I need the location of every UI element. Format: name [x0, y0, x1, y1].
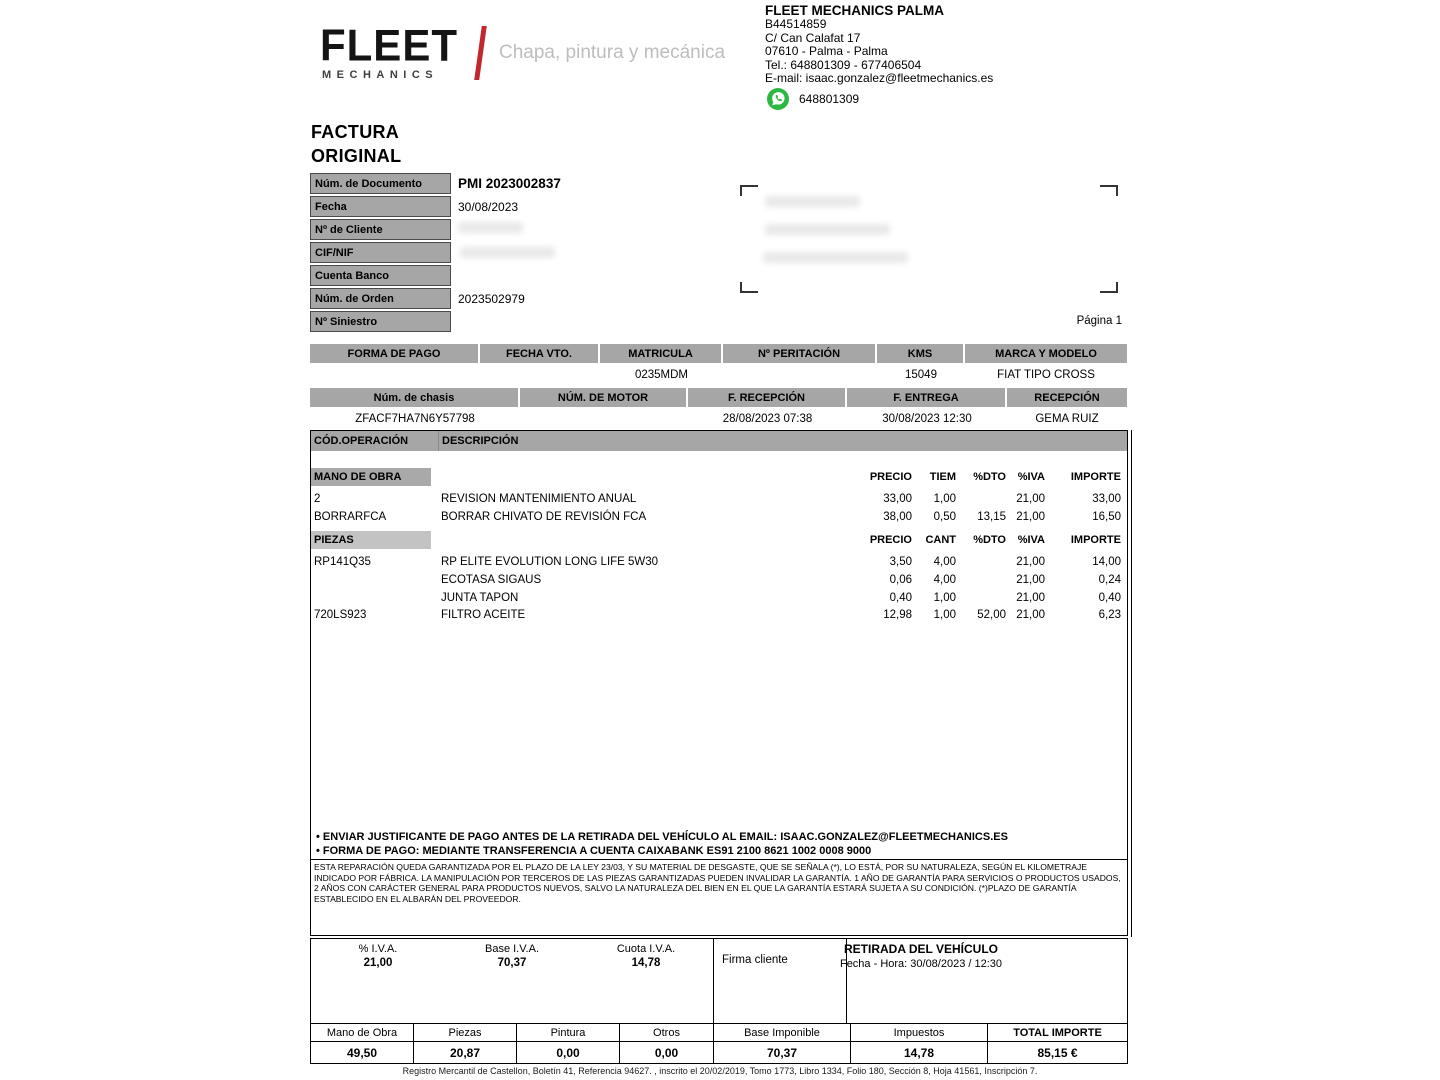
value-peritacion	[723, 363, 877, 381]
part-description: RP ELITE EVOLUTION LONG LIFE 5W30	[441, 556, 659, 569]
logo-wordmark	[320, 20, 458, 81]
value-chasis: ZFACF7HA7N6Y57798	[355, 413, 475, 425]
totals-header-total-importe: TOTAL IMPORTE	[988, 1024, 1127, 1042]
operation-row	[311, 490, 1127, 508]
part-importe: 0,40	[1098, 591, 1121, 604]
vehicle-detail-table	[310, 388, 1127, 425]
retirada-title: RETIRADA DEL VEHÍCULO	[843, 942, 998, 956]
base-iva-col	[445, 939, 579, 1023]
header-peritacion: Nº PERITACIÓN	[723, 344, 877, 363]
part-row	[311, 606, 1127, 624]
redacted-text	[458, 222, 523, 233]
page-number: Página 1	[1076, 315, 1122, 327]
operations-header	[311, 431, 1127, 451]
company-info	[765, 4, 993, 85]
whatsapp-contact	[767, 88, 859, 110]
part-description: ECOTASA SIGAUS	[441, 573, 542, 586]
value-matricula: 0235MDM	[634, 369, 689, 381]
doc-info-label: Núm. de Documento	[310, 173, 451, 194]
doc-info-label: Cuenta Banco	[310, 265, 451, 286]
operation-code: 2	[314, 492, 321, 505]
whatsapp-number: 648801309	[799, 92, 860, 106]
part-importe: 6,23	[1098, 609, 1121, 622]
doc-info-label: Nº Siniestro	[310, 311, 451, 332]
part-iva: 21,00	[1016, 609, 1045, 622]
header-marca-modelo: MARCA Y MODELO	[965, 344, 1127, 363]
part-dto: 52,00	[977, 609, 1006, 622]
col-precio: PRECIO	[869, 534, 912, 547]
cuota-iva-col	[579, 939, 713, 1023]
part-description: JUNTA TAPON	[441, 591, 519, 604]
doc-info-row	[310, 218, 561, 241]
redacted-text	[765, 224, 890, 235]
header-recepcion-fecha: F. RECEPCIÓN	[688, 388, 847, 407]
retirada-fecha-hora: Fecha - Hora: 30/08/2023 / 12:30	[839, 958, 1003, 970]
logo-mechanics-text: MECHANICS	[322, 68, 439, 81]
header-forma-de-pago: FORMA DE PAGO	[310, 344, 480, 363]
totals-value-otros: 0,00	[620, 1042, 714, 1063]
vehicle-table1-values	[310, 363, 1127, 381]
operation-description: REVISION MANTENIMIENTO ANUAL	[441, 492, 637, 505]
redacted-text	[763, 252, 908, 263]
totals-value-base-imponible: 70,37	[714, 1042, 851, 1063]
operation-code: BORRARFCA	[314, 510, 387, 523]
header-descripcion: DESCRIPCIÓN	[442, 435, 519, 447]
part-qty: 4,00	[933, 573, 956, 586]
firma-cliente-label: Firma cliente	[722, 954, 788, 966]
totals-header-otros: Otros	[620, 1024, 714, 1042]
totals-header-row	[311, 1024, 1127, 1042]
totals-header-mano-de-obra: Mano de Obra	[311, 1024, 414, 1042]
part-importe: 0,24	[1098, 573, 1121, 586]
header-entrega: F. ENTREGA	[847, 388, 1007, 407]
totals-value-mano-de-obra: 49,50	[311, 1042, 414, 1063]
retirada-block	[714, 942, 1128, 970]
company-email: E-mail: isaac.gonzalez@fleetmechanics.es	[765, 71, 994, 86]
totals-value-row	[311, 1042, 1127, 1063]
document-title-line2: ORIGINAL	[311, 146, 402, 166]
cuota-iva-value: 14,78	[631, 957, 661, 969]
part-qty: 4,00	[933, 556, 956, 569]
operation-importe: 16,50	[1092, 510, 1121, 523]
value-recepcion-fecha: 28/08/2023 07:38	[722, 413, 813, 425]
col-tiem: TIEM	[929, 471, 956, 483]
doc-info-label: Fecha	[310, 196, 451, 217]
totals-value-total-importe: 85,15 €	[1037, 1046, 1078, 1060]
payment-note: • FORMA DE PAGO: MEDIANTE TRANSFERENCIA A CUENTA CAIXABANK ES91 2100 8621 1002 0008 9000	[316, 845, 872, 857]
base-iva-label: Base I.V.A.	[484, 943, 540, 955]
iva-percent-label: % I.V.A.	[358, 943, 398, 955]
document-title	[311, 120, 401, 168]
totals-value-impuestos: 14,78	[851, 1042, 988, 1063]
registry-footer-text: Registro Mercantil de Castellon, Boletín 41, Referencia 94627. , inscrito el 20/02/2019, Tomo 1773, Libro 1334, Folio 180, Sección 8, Hoja 41561, Inscripción 7.	[402, 1066, 1038, 1076]
doc-info-label: Núm. de Orden	[310, 288, 451, 309]
col-dto: %DTO	[973, 534, 1006, 547]
operation-iva: 21,00	[1016, 492, 1045, 505]
value-fecha-vto	[480, 363, 600, 381]
doc-info-row	[310, 195, 561, 218]
col-dto: %DTO	[973, 471, 1006, 483]
warranty-legal-text: ESTA REPARACIÓN QUEDA GARANTIZADA POR EL PLAZO DE LA LEY 23/03, Y SU MATERIAL DE DESGASTE, QUE SE SEÑALA (*), LO ESTÁ, POR SU NATURALEZA, SEGÚN EL KILOMETRAJE INDICADO POR FÁBRICA. LA MANIPULACIÓN POR TERCEROS DE LAS PIEZAS GARANTIZADAS PUEDEN INVALIDAR LA GARANTÍA. 1 AÑO DE GARANTÍA PARA SERVICIOS O PRODUCTOS USADOS, 2 AÑOS CON CARÁCTER GENERAL PARA PRODUCTOS NUEVOS, SALVO LA NATURALEZA DEL BIEN EN EL QUE LA GARANTÍA ESTARÁ SUJETA A SU CONDICIÓN. (*)PLAZO DE GARANTÍA ESTABLECIDO EN EL ALBARÁN DEL PROVEEDOR.	[311, 859, 1127, 904]
col-precio: PRECIO	[869, 471, 912, 483]
operation-description: BORRAR CHIVATO DE REVISIÓN FCA	[441, 510, 647, 523]
part-iva: 21,00	[1016, 556, 1045, 569]
operation-qty: 1,00	[933, 492, 956, 505]
operation-iva: 21,00	[1016, 510, 1045, 523]
section-label: PIEZAS	[311, 531, 431, 549]
doc-info-row	[310, 172, 561, 195]
iva-percent-value: 21,00	[363, 957, 393, 969]
part-iva: 21,00	[1016, 573, 1045, 586]
header-cod-operacion: CÓD.OPERACIÓN	[311, 431, 439, 451]
payment-notes	[316, 830, 1121, 858]
col-cant: CANT	[925, 534, 956, 547]
doc-info-label: Nº de Cliente	[310, 219, 451, 240]
tax-summary-box	[310, 938, 1128, 1024]
doc-info-row	[310, 310, 561, 333]
base-iva-value: 70,37	[497, 957, 527, 969]
logo-fleet-text: FLEET	[320, 20, 458, 71]
totals-table	[310, 1023, 1128, 1064]
operation-importe: 33,00	[1092, 492, 1121, 505]
section-mano-de-obra	[311, 468, 1127, 486]
part-precio: 0,06	[889, 573, 912, 586]
totals-value-pintura: 0,00	[517, 1042, 620, 1063]
operation-qty: 0,50	[933, 510, 956, 523]
vehicle-table1-header	[310, 344, 1127, 363]
doc-info-row	[310, 287, 561, 310]
operation-row	[311, 508, 1127, 526]
value-recepcion: GEMA RUIZ	[1035, 413, 1099, 425]
doc-info-label: CIF/NIF	[310, 242, 451, 263]
part-code: RP141Q35	[314, 556, 371, 569]
totals-header-base-imponible: Base Imponible	[714, 1024, 851, 1042]
col-importe: IMPORTE	[1070, 471, 1121, 483]
part-description: FILTRO ACEITE	[441, 609, 526, 622]
company-cif: B44514859	[765, 17, 827, 32]
part-precio: 3,50	[889, 556, 912, 569]
part-row	[311, 589, 1127, 607]
section-label: MANO DE OBRA	[311, 468, 431, 486]
company-name: FLEET MECHANICS PALMA	[765, 3, 944, 18]
header-fecha-vto: FECHA VTO.	[480, 344, 600, 363]
document-date: 30/08/2023	[458, 199, 519, 214]
part-importe: 14,00	[1092, 556, 1121, 569]
operations-box-outer-line	[1131, 430, 1132, 937]
document-title-line1: FACTURA	[311, 122, 400, 142]
redacted-text	[460, 247, 555, 258]
company-address-line1: C/ Can Calafat 17	[765, 30, 861, 45]
part-qty: 1,00	[933, 591, 956, 604]
corner-mark-bottom-right	[1100, 282, 1118, 293]
part-row	[311, 571, 1127, 589]
operation-precio: 38,00	[883, 510, 912, 523]
corner-mark-top-left	[740, 185, 758, 196]
header-recepcion: RECEPCIÓN	[1007, 388, 1127, 407]
vehicle-table2-header	[310, 388, 1127, 407]
col-importe: IMPORTE	[1070, 534, 1121, 547]
value-motor	[520, 407, 688, 425]
redacted-text	[765, 196, 860, 207]
whatsapp-icon	[767, 88, 789, 110]
totals-header-impuestos: Impuestos	[851, 1024, 988, 1042]
payment-note: • ENVIAR JUSTIFICANTE DE PAGO ANTES DE LA RETIRADA DEL VEHÍCULO AL EMAIL: ISAAC.GONZALEZ@FLEETMECHANICS.ES	[316, 831, 1008, 843]
section-piezas	[311, 531, 1127, 549]
header-motor: NÚM. DE MOTOR	[520, 388, 688, 407]
value-marca-modelo: FIAT TIPO CROSS	[997, 369, 1095, 381]
company-phone: Tel.: 648801309 - 677406504	[765, 57, 922, 72]
part-row	[311, 553, 1127, 571]
operations-box	[310, 430, 1128, 936]
corner-mark-bottom-left	[740, 282, 758, 293]
doc-info-row	[310, 264, 561, 287]
vehicle-payment-table	[310, 344, 1127, 381]
document-number: PMI 2023002837	[458, 176, 561, 191]
header-matricula: MATRICULA	[600, 344, 723, 363]
part-iva: 21,00	[1016, 591, 1045, 604]
vehicle-table2-values	[310, 407, 1127, 425]
company-address-line2: 07610 - Palma - Palma	[765, 44, 888, 59]
corner-mark-top-right	[1100, 185, 1118, 196]
header-kms: KMS	[877, 344, 965, 363]
col-iva: %IVA	[1017, 471, 1045, 483]
company-logo	[320, 20, 726, 81]
value-kms: 15049	[905, 369, 937, 381]
iva-summary	[311, 939, 714, 1023]
totals-header-pintura: Pintura	[517, 1024, 620, 1042]
totals-header-piezas: Piezas	[414, 1024, 517, 1042]
logo-tagline: Chapa, pintura y mecánica	[499, 42, 726, 64]
operation-precio: 33,00	[883, 492, 912, 505]
part-qty: 1,00	[933, 609, 956, 622]
part-code: 720LS923	[314, 609, 367, 622]
operation-dto: 13,15	[977, 510, 1006, 523]
value-forma-de-pago	[310, 363, 480, 381]
iva-percent-col	[311, 939, 445, 1023]
cuota-iva-label: Cuota I.V.A.	[616, 943, 676, 955]
totals-value-piezas: 20,87	[414, 1042, 517, 1063]
value-entrega: 30/08/2023 12:30	[882, 413, 972, 425]
logo-red-bar	[474, 26, 487, 80]
part-precio: 12,98	[883, 609, 912, 622]
order-number: 2023502979	[458, 291, 525, 306]
part-precio: 0,40	[889, 591, 912, 604]
col-iva: %IVA	[1017, 534, 1045, 547]
header-chasis: Núm. de chasis	[310, 388, 520, 407]
